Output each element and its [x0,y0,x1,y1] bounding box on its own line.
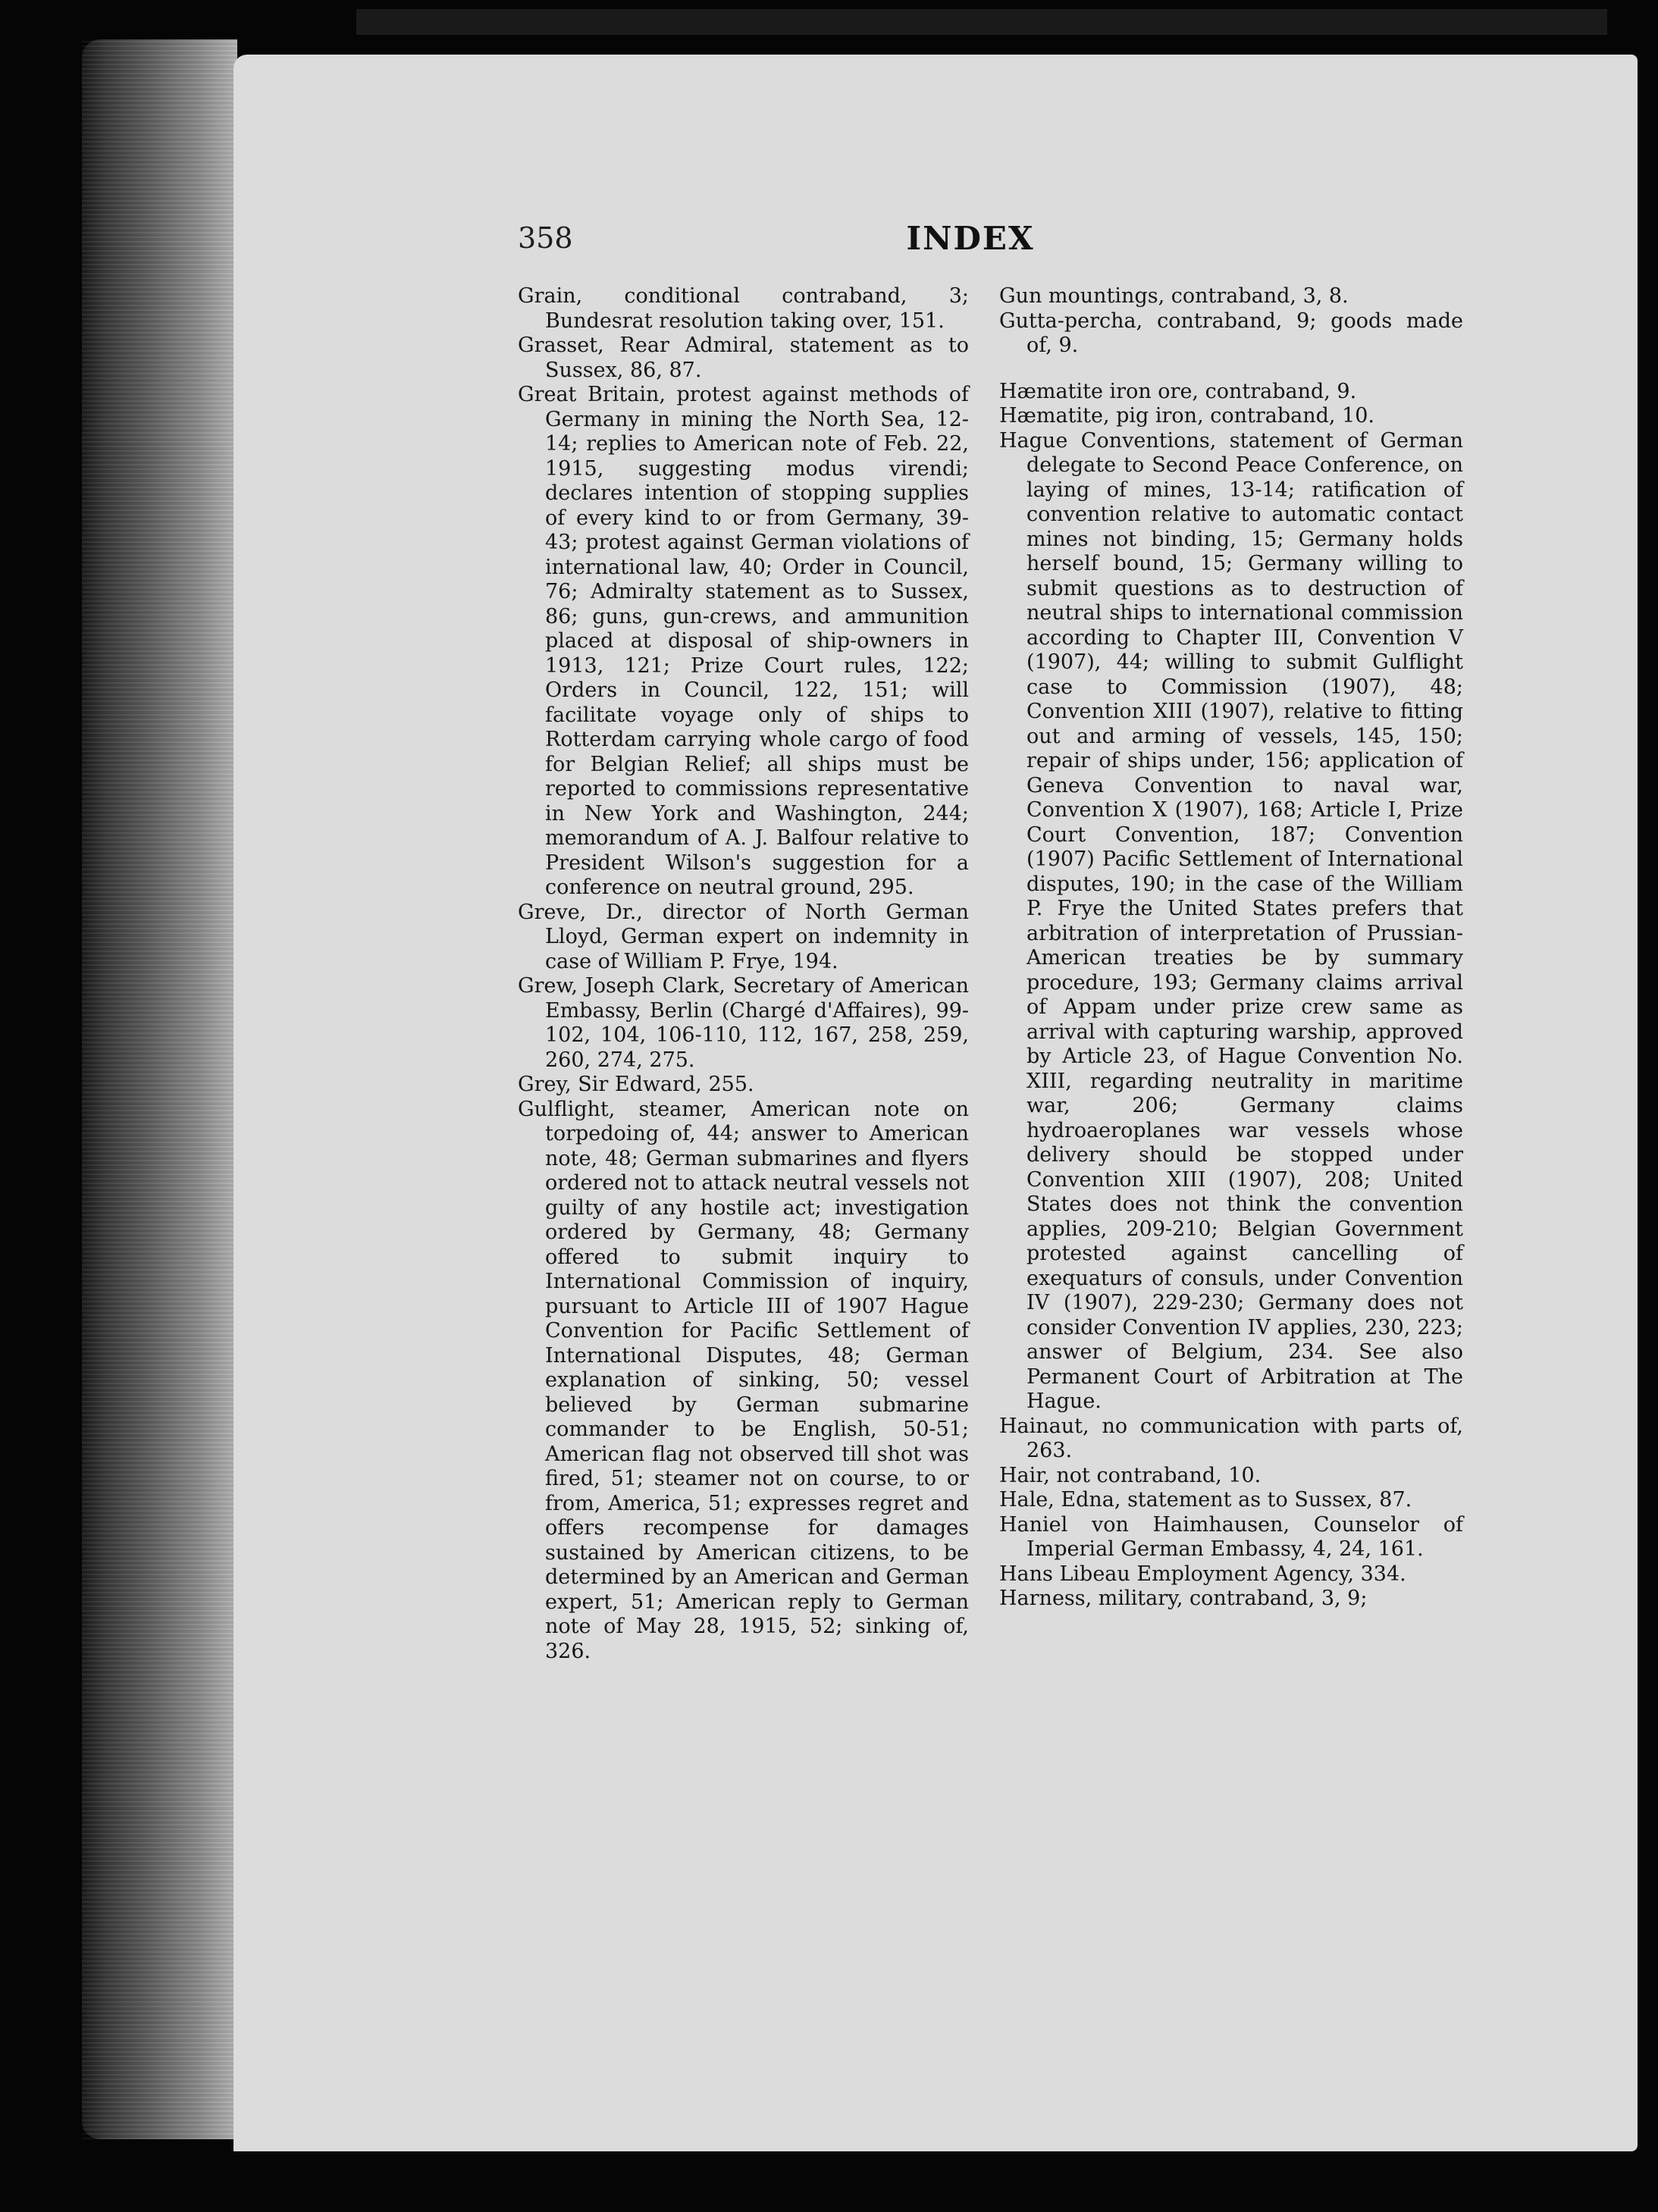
index-entry: Hale, Edna, statement as to Sussex, 87. [999,1488,1412,1512]
index-entry: Gun mountings, contraband, 3, 8. [999,284,1349,308]
index-entry: Harness, military, contraband, 3, 9; [999,1587,1368,1610]
page-number: 358 [518,221,573,255]
index-entry: Gutta-percha, contraband, 9; goods made of, 9. [999,309,1463,357]
index-entry: Great Britain, protest against methods of Germany in mining the North Sea, 12-14; replies to American note of Feb. 22, 1915, suggesting modus virendi; declares intention of stopping supplies of every kind to or from Germany, 39-43; protest against German violations of international law, 40; Order in Council, 76; Admiralty statement as to Sussex, 86; guns, gun-crews, and ammunition placed at disposal of ship-owners in 1913, 121; Prize Court rules, 122; Orders in Council, 122, 151; will facilitate voyage only of ships to Rotterdam carrying whole cargo of food for Belgian Relief; all ships must be reported to commissions representative in New York and Washington, 244; memorandum of A. J. Balfour relative to President Wilson's suggestion for a conference on neutral ground, 295. [518,383,969,899]
index-column-right [999,284,1463,1612]
index-entry: Grasset, Rear Admiral, statement as to Sussex, 86, 87. [518,334,969,382]
index-entry: Grew, Joseph Clark, Secretary of American Embassy, Berlin (Chargé d'Affaires), 99-102, 104, 106-110, 112, 167, 258, 259, 260, 274, 275. [518,974,969,1072]
index-entry: Haniel von Haimhausen, Counselor of Imperial German Embassy, 4, 24, 161. [999,1512,1463,1561]
index-column-left [518,284,969,1664]
index-entry: Hair, not contraband, 10. [999,1463,1262,1487]
index-entry: Greve, Dr., director of North German Lloyd, German expert on indemnity in case of William P. Frye, 194. [518,900,969,973]
book-top-edge [356,9,1607,35]
index-entry: Hans Libeau Employment Agency, 334. [999,1562,1406,1586]
index-entry: Gulflight, steamer, American note on torpedoing of, 44; answer to American note, 48; German submarines and flyers ordered not to attack neutral vessels not guilty of any hostile act; investigation ordered by Germany, 48; Germany offered to submit inquiry to International Commission of inquiry, pursuant to Article III of 1907 Hague Convention for Pacific Settlement of International Disputes, 48; German explanation of sinking, 50; vessel believed by German submarine commander to be English, 50-51; American flag not observed till shot was fired, 51; steamer not on course, to or from, America, 51; expresses regret and offers recompense for damages sustained by American citizens, to be determined by an American and German expert, 51; American reply to German note of May 28, 1915, 52; sinking of, 326. [518,1097,969,1663]
index-entry: Grey, Sir Edward, 255. [518,1073,754,1096]
index-entry: Hæmatite iron ore, contraband, 9. [999,379,1357,403]
index-entry: Hainaut, no communication with parts of, 263. [999,1414,1463,1462]
index-entry: Hæmatite, pig iron, contraband, 10. [999,404,1375,428]
index-entry: Grain, conditional contraband, 3; Bundesrat resolution taking over, 151. [518,284,969,333]
index-entry: Hague Conventions, statement of German delegate to Second Peace Conference, on laying of mines, 13-14; ratification of convention relative to automatic contact mines not binding, 15; Germany holds herself bound, 15; Germany willing to submit questions as to destruction of neutral ships to international commission according to Chapter III, Convention V (1907), 44; willing to submit Gulflight case to Commission (1907), 48; Convention XIII (1907), relative to fitting out and arming of vessels, 145, 150; repair of ships under, 156; application of Geneva Convention to naval war, Convention X (1907), 168; Article I, Prize Court Convention, 187; Convention (1907) Pacific Settlement of International disputes, 190; in the case of the William P. Frye the United States prefers that arbitration of interpretation of Prussian-American treaties be by summary procedure, 193; Germany claims arrival of Appam under prize crew same as arrival with capturing warship, approved by Article 23, of Hague Convention No. XIII, regarding neutrality in maritime war, 206; Germany claims hydroaeroplanes war vessels whose delivery should be stopped under Convention XIII (1907), 208; United States does not think the convention applies, 209-210; Belgian Government protested against cancelling of exequaturs of consuls, under Convention IV (1907), 229-230; Germany does not consider Convention IV applies, 230, 223; answer of Belgium, 234. See also Permanent Court of Arbitration at The Hague. [999,428,1463,1413]
book-page-edges [82,39,237,2139]
running-head: INDEX [906,220,1035,257]
